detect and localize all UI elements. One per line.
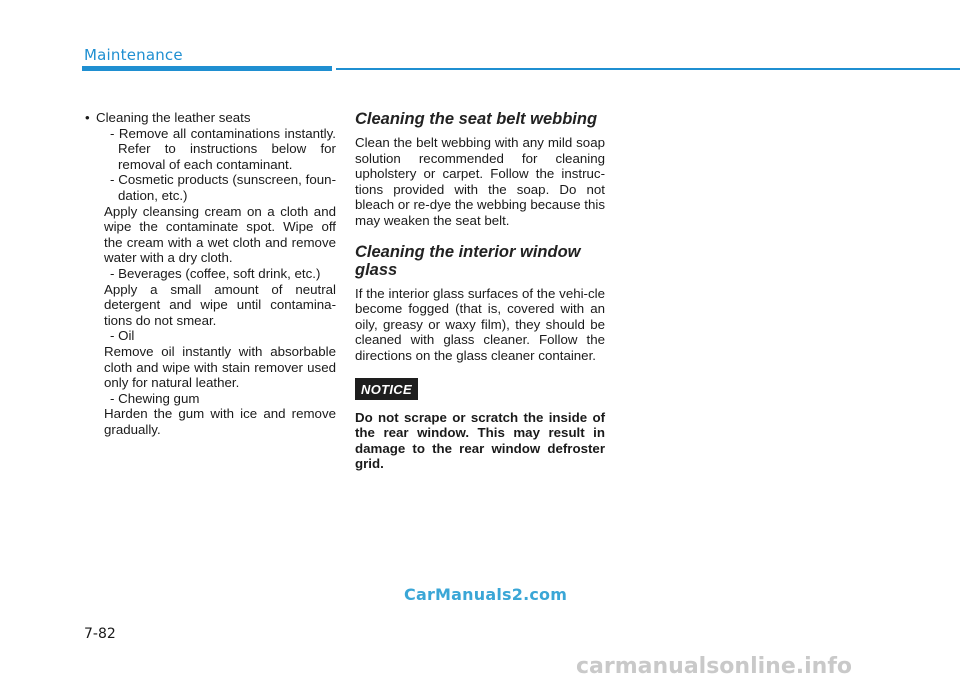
sub-item-label: - Chewing gum xyxy=(110,390,200,406)
section-paragraph: Clean the belt webbing with any mild soap solution recommended for cleaning upholstery or carpet. Follow the instruc-tions provided with the soap. Do not bleach or re-dye the webbing because this may weaken the seat belt. xyxy=(355,135,605,228)
sub-item-body: Remove oil instantly with absorbable cloth and wipe with stain remover used only for natural leather. xyxy=(104,343,336,391)
sub-item-label: - Oil xyxy=(110,328,135,344)
sub-item-label: - Remove all contaminations instantly. Refer to instructions below for removal of each contaminant. xyxy=(110,125,336,172)
sub-item-body: Apply cleansing cream on a cloth and wipe the contaminate spot. Wipe off the cream with a wet cloth and remove water with a dry cloth. xyxy=(104,203,336,266)
bullet-icon: • xyxy=(85,110,90,125)
bullet-label: Cleaning the leather seats xyxy=(96,110,251,125)
notice-text: Do not scrape or scratch the inside of the rear window. This may result in damage to the rear window defroster grid. xyxy=(355,409,605,472)
page-number: 7-82 xyxy=(84,626,116,642)
section-title: Maintenance xyxy=(84,46,183,64)
header-rule-thick xyxy=(82,66,332,71)
header-rule-thin xyxy=(336,68,960,70)
watermark-text: carmanualsonline.info xyxy=(576,654,852,679)
section-paragraph: If the interior glass surfaces of the vehi-cle become fogged (that is, covered with an oily, greasy or waxy film), they should be cleaned with glass cleaner. Follow the directions on the glass cleaner container. xyxy=(355,285,605,363)
sub-item-label: - Cosmetic products (sunscreen, foun-dation, etc.) xyxy=(110,172,336,203)
section-heading: Cleaning the seat belt webbing xyxy=(355,110,598,128)
spacer xyxy=(355,229,605,243)
watermark-link[interactable]: CarManuals2.com xyxy=(404,585,568,604)
sub-item-body: Apply a small amount of neutral detergent and wipe until contamina-tions do not smear. xyxy=(104,281,336,328)
bullet-item xyxy=(84,110,336,126)
notice-badge: NOTICE xyxy=(355,378,418,400)
sub-item-label: - Beverages (coffee, soft drink, etc.) xyxy=(110,265,321,281)
left-column xyxy=(84,110,336,437)
section-heading: Cleaning the interior window glass xyxy=(355,242,581,279)
right-column xyxy=(355,110,605,485)
sub-item-body: Harden the gum with ice and remove gradually. xyxy=(104,406,336,437)
